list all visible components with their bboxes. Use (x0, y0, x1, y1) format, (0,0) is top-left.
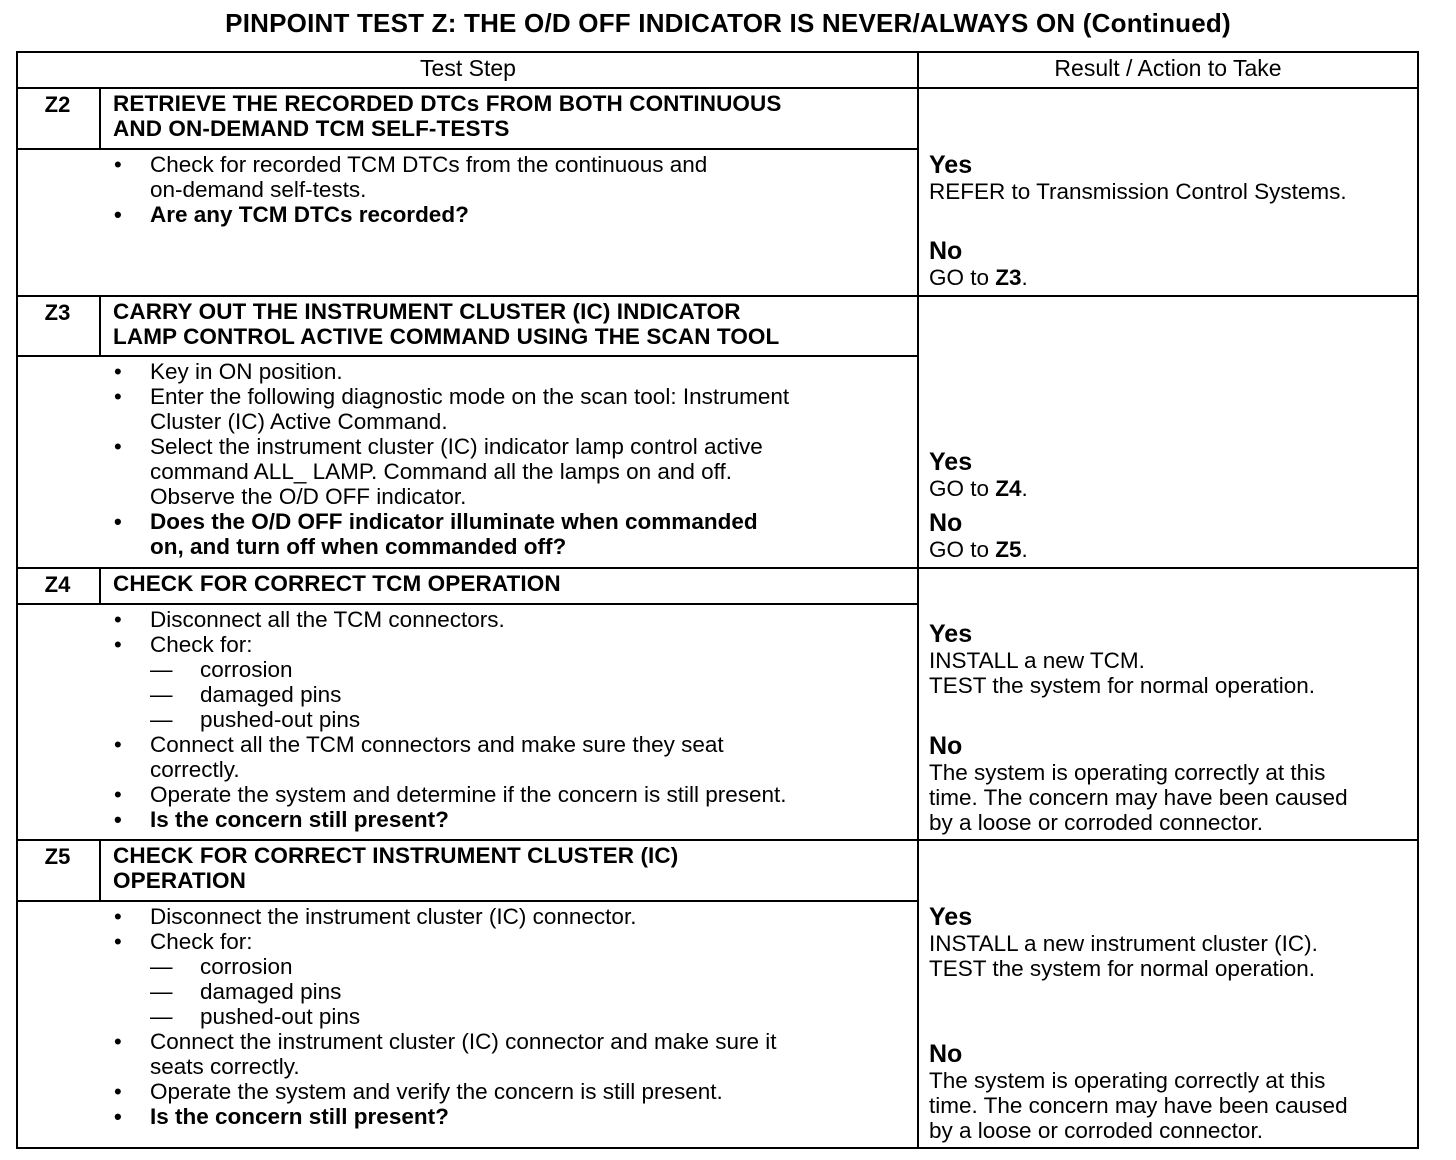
instruction-item (112, 632, 912, 657)
result-action-line: INSTALL a new instrument cluster (IC). (929, 931, 1318, 956)
result-action-line: by a loose or corroded connector. (929, 1118, 1263, 1143)
instruction-item (112, 359, 912, 384)
result-action-line: time. The concern may have been caused (929, 785, 1348, 810)
instruction-text: Disconnect all the TCM connectors. (150, 607, 505, 632)
instruction-item (112, 1079, 912, 1104)
result-action-prefix: GO to (929, 537, 996, 562)
result-action-prefix: GO to (929, 265, 996, 290)
step-title-divider (16, 355, 917, 357)
step-title-divider (16, 900, 917, 902)
instruction-text: Connect the instrument cluster (IC) connector and make sure it (150, 1029, 777, 1054)
step-instructions (112, 152, 912, 227)
test-question (112, 509, 912, 559)
instruction-list (112, 152, 912, 227)
step-title-divider (16, 148, 917, 150)
test-question (112, 1104, 912, 1129)
result-yes-label: Yes (929, 620, 973, 648)
table-border-top (16, 51, 1419, 53)
result-no-label: No (929, 509, 963, 537)
instruction-text: pushed-out pins (200, 707, 361, 732)
result-target-step: Z3 (995, 265, 1022, 290)
result-no-label: No (929, 1040, 963, 1068)
step-id-divider (99, 295, 101, 355)
result-yes-label: Yes (929, 151, 973, 179)
result-yes (929, 621, 1409, 698)
instruction-text: correctly. (150, 757, 240, 782)
result-no-action (929, 760, 1409, 835)
result-action-line: TEST the system for normal operation. (929, 956, 1315, 981)
step-id: Z2 (44, 92, 71, 117)
step-title-line: CHECK FOR CORRECT TCM OPERATION (113, 571, 561, 596)
step-id: Z4 (44, 572, 71, 597)
result-yes-action (929, 931, 1409, 981)
result-yes (929, 449, 1409, 501)
table-border-right (1417, 51, 1419, 1149)
step-title-line: AND ON-DEMAND TCM SELF-TESTS (113, 116, 510, 141)
instruction-text: Cluster (IC) Active Command. (150, 409, 448, 434)
step-id: Z5 (44, 844, 71, 869)
result-target-step: Z4 (995, 476, 1022, 501)
result-action-line: The system is operating correctly at this (929, 760, 1326, 785)
instruction-list (112, 359, 912, 559)
instruction-list (112, 607, 912, 832)
instruction-text: seats correctly. (150, 1054, 300, 1079)
instruction-text: Is the concern still present? (150, 807, 449, 832)
result-no (929, 733, 1409, 835)
result-yes-label: Yes (929, 903, 973, 931)
check-item (112, 1004, 912, 1029)
instruction-text: damaged pins (200, 682, 342, 707)
step-title-line: OPERATION (113, 868, 246, 893)
instruction-item (112, 782, 912, 807)
step-id: Z3 (44, 300, 71, 325)
instruction-text: Connect all the TCM connectors and make sure they seat (150, 732, 724, 757)
header-divider (16, 87, 1417, 89)
step-title (113, 299, 913, 349)
instruction-item (112, 434, 912, 509)
step-instructions (112, 904, 912, 1129)
check-item (112, 682, 912, 707)
instruction-text: Are any TCM DTCs recorded? (150, 202, 469, 227)
instruction-text: Check for: (150, 632, 253, 657)
instruction-text: Is the concern still present? (150, 1104, 449, 1129)
step-instructions (112, 359, 912, 559)
instruction-text: Enter the following diagnostic mode on the scan tool: Instrument (150, 384, 790, 409)
step-id-divider (99, 567, 101, 603)
instruction-list (112, 904, 912, 1129)
result-action-suffix: . (1021, 537, 1028, 562)
column-divider (917, 51, 919, 1147)
instruction-text: on-demand self-tests. (150, 177, 367, 202)
result-action-line: REFER to Transmission Control Systems. (929, 179, 1347, 204)
instruction-text: Does the O/D OFF indicator illuminate when commanded (150, 509, 758, 534)
step-instructions (112, 607, 912, 832)
check-item (112, 954, 912, 979)
result-action-suffix: . (1021, 265, 1028, 290)
result-action-line: TEST the system for normal operation. (929, 673, 1315, 698)
instruction-text: Operate the system and determine if the concern is still present. (150, 782, 787, 807)
step-title (113, 91, 913, 141)
result-action-line: time. The concern may have been caused (929, 1093, 1348, 1118)
test-question (112, 807, 912, 832)
instruction-text: corrosion (200, 954, 293, 979)
result-action-suffix: . (1021, 476, 1028, 501)
result-yes-action (929, 179, 1409, 204)
result-action-line: The system is operating correctly at this (929, 1068, 1326, 1093)
row-divider (16, 295, 1417, 297)
result-no-label: No (929, 237, 963, 265)
header-test-step: Test Step (420, 55, 516, 81)
result-action-prefix: GO to (929, 476, 996, 501)
result-no (929, 1041, 1409, 1143)
result-action-line: by a loose or corroded connector. (929, 810, 1263, 835)
row-divider (16, 567, 1417, 569)
step-title-divider (16, 603, 917, 605)
result-yes (929, 904, 1409, 981)
check-item (112, 979, 912, 1004)
test-question (112, 202, 912, 227)
check-item (112, 707, 912, 732)
step-title-line: CHECK FOR CORRECT INSTRUMENT CLUSTER (IC) (113, 843, 679, 868)
step-title (113, 571, 913, 596)
result-yes (929, 152, 1409, 204)
result-action-line: INSTALL a new TCM. (929, 648, 1145, 673)
header-result-action: Result / Action to Take (1054, 55, 1282, 81)
instruction-text: corrosion (200, 657, 293, 682)
instruction-item (112, 607, 912, 632)
instruction-item (112, 384, 912, 434)
instruction-item (112, 1029, 912, 1079)
instruction-item (112, 904, 912, 929)
instruction-text: Key in ON position. (150, 359, 343, 384)
instruction-text: Observe the O/D OFF indicator. (150, 484, 467, 509)
table-border-left (16, 51, 18, 1149)
result-no (929, 510, 1409, 562)
step-id-divider (99, 87, 101, 148)
instruction-text: pushed-out pins (200, 1004, 361, 1029)
instruction-text: Check for: (150, 929, 253, 954)
instruction-text: Check for recorded TCM DTCs from the continuous and (150, 152, 708, 177)
instruction-text: on, and turn off when commanded off? (150, 534, 567, 559)
result-no-action (929, 537, 1409, 562)
check-item (112, 657, 912, 682)
instruction-text: Disconnect the instrument cluster (IC) connector. (150, 904, 637, 929)
step-id-divider (99, 839, 101, 900)
step-title-line: CARRY OUT THE INSTRUMENT CLUSTER (IC) INDICATOR (113, 299, 741, 324)
instruction-text: command ALL_ LAMP. Command all the lamps on and off. (150, 459, 733, 484)
page-title: PINPOINT TEST Z: THE O/D OFF INDICATOR IS NEVER/ALWAYS ON (Continued) (225, 8, 1231, 38)
result-no-action (929, 265, 1409, 290)
row-divider (16, 839, 1417, 841)
instruction-item (112, 732, 912, 782)
result-yes-action (929, 648, 1409, 698)
step-title (113, 843, 913, 893)
result-no-action (929, 1068, 1409, 1143)
instruction-item (112, 929, 912, 954)
result-target-step: Z5 (995, 537, 1022, 562)
result-yes-label: Yes (929, 448, 973, 476)
step-title-line: RETRIEVE THE RECORDED DTCs FROM BOTH CONTINUOUS (113, 91, 782, 116)
instruction-text: Operate the system and verify the concern is still present. (150, 1079, 723, 1104)
table-border-bottom (16, 1147, 1419, 1149)
result-no-label: No (929, 732, 963, 760)
instruction-text: Select the instrument cluster (IC) indicator lamp control active (150, 434, 763, 459)
instruction-text: damaged pins (200, 979, 342, 1004)
instruction-item (112, 152, 912, 202)
result-yes-action (929, 476, 1409, 501)
result-no (929, 238, 1409, 290)
step-title-line: LAMP CONTROL ACTIVE COMMAND USING THE SCAN TOOL (113, 324, 780, 349)
